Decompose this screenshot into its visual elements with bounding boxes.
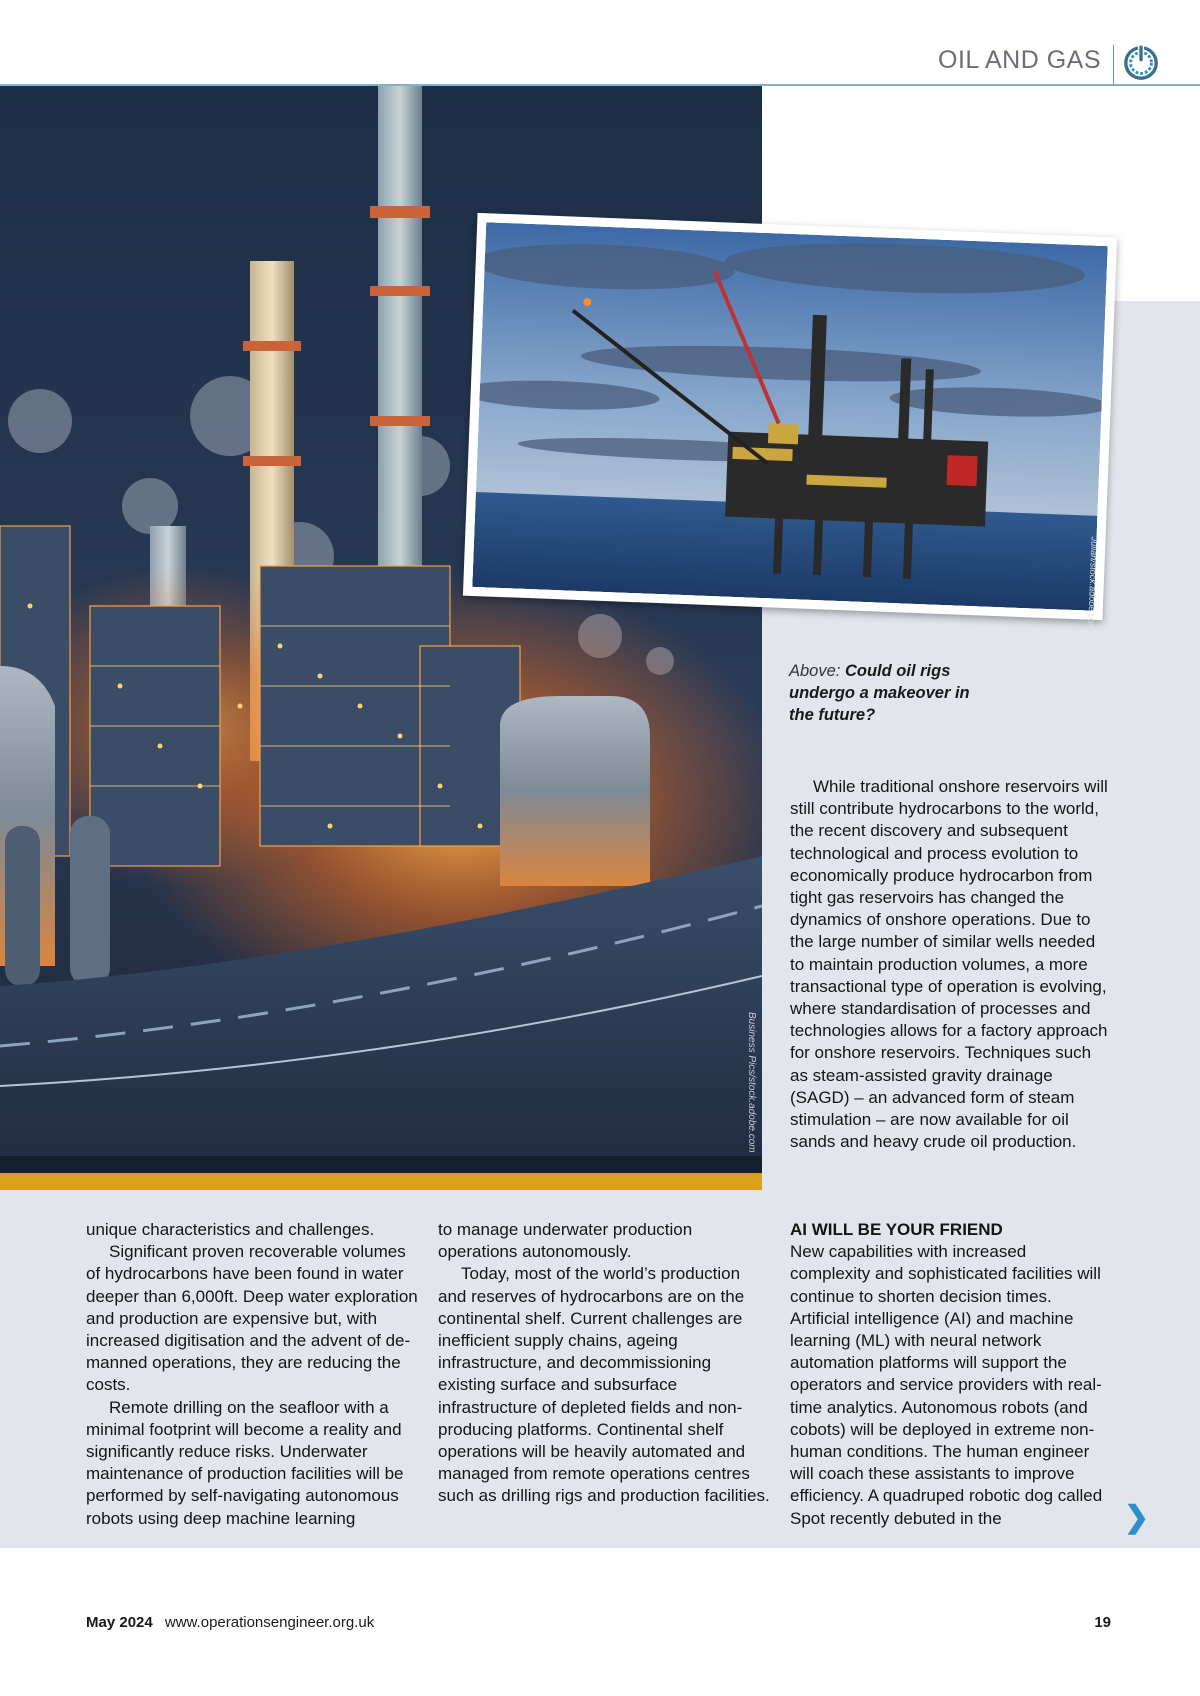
article-column-1 [86, 1219, 420, 1530]
power-button-icon [1122, 43, 1160, 81]
header-divider [1113, 45, 1114, 85]
paragraph: Today, most of the world’s production and reserves of hydrocarbons are on the continental shelf. Current challenges are inefficient supply chains, ageing infrastructure, and decommissioning existing surface and subsurface infrastructure of depleted fields and non-producing platforms. Continental shelf operations will be heavily automated and managed from remote operations centres such as drilling rigs and production facilities. [438, 1264, 770, 1506]
issue-date: May 2024 [86, 1614, 153, 1631]
footer [86, 1614, 374, 1631]
paragraph: While traditional onshore reservoirs will still contribute hydrocarbons to the world, the recent discovery and subsequent technological and process evolution to economically produce hydrocarbon from tight gas reservoirs has changed the dynamics of onshore operations. Due to the large number of similar wells needed to maintain production volumes, a more transactional type of operation is evolving, where standardisation of processes and technologies allows for a factory approach for onshore reservoirs. Techniques such as steam-assisted gravity drainage (SAGD) – an advanced form of steam stimulation – are now available for oil sands and heavy crude oil production. [790, 777, 1108, 1152]
photo-caption [789, 660, 989, 726]
oil-rig-photo [463, 213, 1117, 631]
caption-lead: Above: [789, 662, 841, 680]
image-credit-photo: Julian/stock.adobe.com [1086, 536, 1100, 631]
paragraph: Significant proven recoverable volumes of hydrocarbons have been found in water deeper than 6,000ft. Deep water exploration and production are expensive but, with increased digitisation and the advent of de-manned operations, they are reducing the costs. [86, 1242, 418, 1395]
article-column-3-top [790, 776, 1110, 1153]
accent-bar [0, 1173, 762, 1190]
page-number: 19 [1094, 1614, 1111, 1631]
paragraph: Remote drilling on the seafloor with a minimal footprint will become a reality and significantly reduce risks. Underwater maintenance of production facilities will be performed by self-navigating autonomous robots using deep machine learning [86, 1397, 404, 1528]
website-link[interactable]: www.operationsengineer.org.uk [164, 1614, 375, 1631]
section-title: OIL AND GAS [938, 46, 1101, 74]
paragraph: to manage underwater production operations autonomously. [438, 1220, 693, 1262]
article-column-2 [438, 1219, 772, 1508]
caption-text: Could oil rigs undergo a makeover in the future? [789, 662, 970, 724]
chevron-right-icon[interactable]: ❯ [1124, 1501, 1150, 1534]
article-column-3-bottom [790, 1219, 1110, 1530]
image-credit-left: Business Pics/stock.adobe.com [746, 1012, 757, 1153]
paragraph: New capabilities with increased complexity and sophisticated facilities will continue to shorten decision times. Artificial intelligence (AI) and machine learning (ML) with neural network automation platforms will support the operators and service providers with real-time analytics. Autonomous robots (and cobots) will be deployed in extreme non-human conditions. The human engineer will coach these assistants to improve efficiency. A quadruped robotic dog called Spot recently debuted in the [790, 1242, 1103, 1528]
paragraph: unique characteristics and challenges. [86, 1220, 375, 1239]
section-heading: AI WILL BE YOUR FRIEND [790, 1220, 1003, 1239]
